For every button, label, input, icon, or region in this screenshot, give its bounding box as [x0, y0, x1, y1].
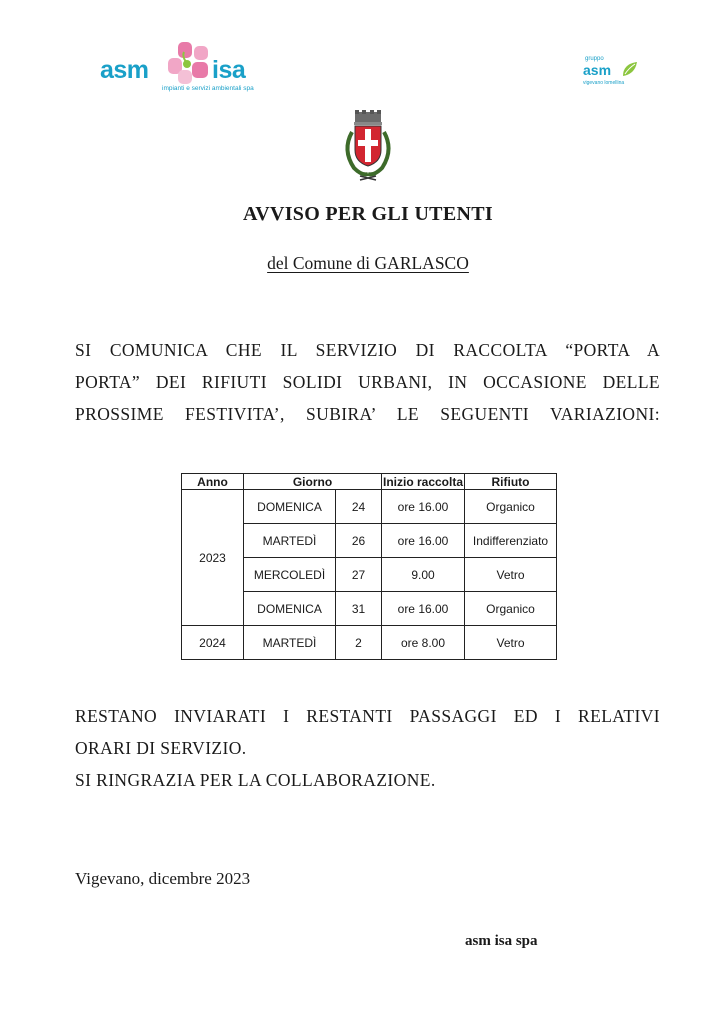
municipal-crest-icon	[338, 110, 398, 185]
day-cell: DOMENICA	[244, 490, 336, 524]
start-time-cell: ore 16.00	[382, 490, 465, 524]
header-anno: Anno	[182, 474, 244, 490]
signature: asm isa spa	[465, 933, 538, 949]
logo-group-name: asm	[583, 62, 612, 78]
year-cell: 2024	[182, 626, 244, 660]
closing-line-2: ORARI DI SERVIZIO.	[75, 738, 247, 758]
logo-text-isa: isa	[212, 56, 246, 84]
logo-tagline: impianti e servizi ambientali spa	[162, 85, 254, 92]
waste-type-cell: Vetro	[465, 558, 557, 592]
date-number-cell: 24	[336, 490, 382, 524]
day-cell: MERCOLEDÌ	[244, 558, 336, 592]
year-cell: 2023	[182, 490, 244, 626]
gruppo-asm-logo	[583, 56, 653, 92]
date-number-cell: 26	[336, 524, 382, 558]
closing-line-1: RESTANO INVIARATI I RESTANTI PASSAGGI ED I RELATIVI	[75, 706, 660, 726]
logo-group-label: gruppo	[585, 56, 604, 62]
notice-subtitle	[0, 253, 728, 274]
start-time-cell: 9.00	[382, 558, 465, 592]
closing-line-3: SI RINGRAZIA PER LA COLLABORAZIONE.	[75, 770, 436, 790]
schedule-table	[181, 473, 557, 660]
flower-logo-icon	[164, 40, 212, 88]
header-inizio: Inizio raccolta	[382, 474, 464, 489]
logo-group-subtitle: vigevano lomellina	[583, 80, 625, 86]
date-number-cell: 31	[336, 592, 382, 626]
table-row	[182, 490, 557, 524]
intro-line-1: SI COMUNICA CHE IL SERVIZIO DI RACCOLTA “PORTA A	[75, 340, 660, 360]
day-cell: MARTEDÌ	[244, 626, 336, 660]
waste-type-cell: Vetro	[465, 626, 557, 660]
table-row	[182, 626, 557, 660]
logo-text-asm: asm	[100, 56, 149, 84]
start-time-cell: ore 16.00	[382, 592, 465, 626]
leaf-logo-icon	[619, 60, 641, 78]
waste-type-cell: Indifferenziato	[465, 524, 557, 558]
day-cell: DOMENICA	[244, 592, 336, 626]
place-and-date: Vigevano, dicembre 2023	[75, 869, 251, 888]
asm-isa-logo	[100, 40, 265, 96]
notice-title: AVVISO PER GLI UTENTI	[243, 203, 493, 225]
municipality-name: del Comune di GARLASCO	[267, 253, 469, 273]
table-header-row	[182, 474, 557, 490]
date-number-cell: 2	[336, 626, 382, 660]
date-number-cell: 27	[336, 558, 382, 592]
start-time-cell: ore 16.00	[382, 524, 465, 558]
day-cell: MARTEDÌ	[244, 524, 336, 558]
waste-type-cell: Organico	[465, 490, 557, 524]
start-time-cell: ore 8.00	[382, 626, 465, 660]
header-rifiuto: Rifiuto	[465, 474, 557, 490]
waste-type-cell: Organico	[465, 592, 557, 626]
header-giorno: Giorno	[244, 474, 382, 490]
intro-line-2: PORTA” DEI RIFIUTI SOLIDI URBANI, IN OCCASIONE DELLE	[75, 372, 660, 392]
intro-line-3: PROSSIME FESTIVITA’, SUBIRA’ LE SEGUENTI VARIAZIONI:	[75, 404, 660, 424]
